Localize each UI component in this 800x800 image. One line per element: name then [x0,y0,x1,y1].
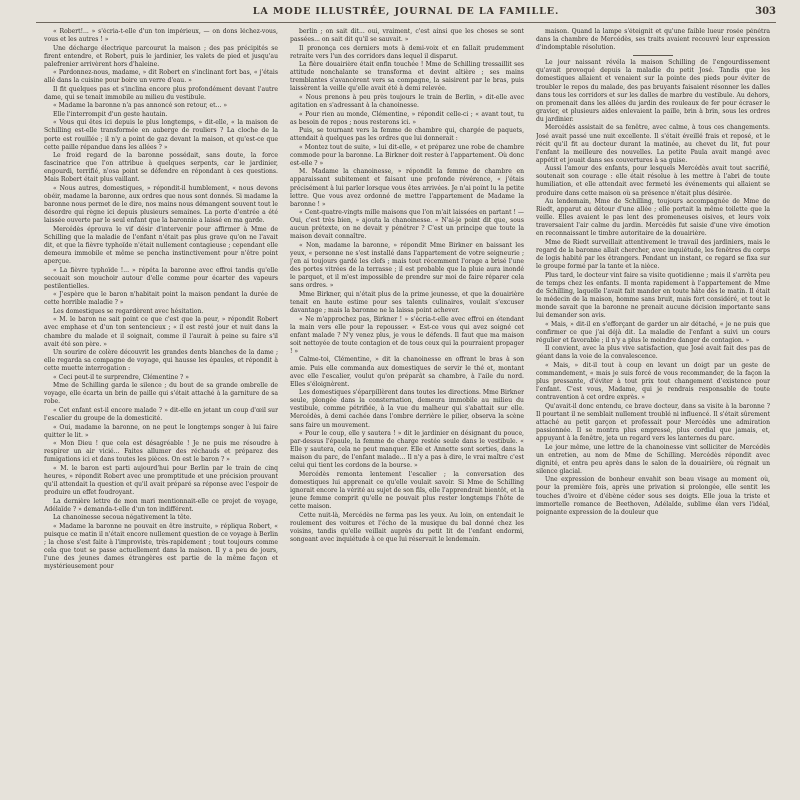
column-2 [290,28,524,790]
paragraph: Cette nuit-là, Mercédès ne ferma pas les yeux. Au loin, on entendait le roulement des voitures et l'écho de la musique du bal donné chez les voisins, tandis qu'elle veillait auprès du petit lit de l'enfant endormi, songeant avec inquiétude à ce que lui réservait le lendemain. [290,511,524,544]
paragraph: Mme de Schilling garda le silence ; du bout de sa grande ombrelle de voyage, elle écarta un brin de paille qui s'était attaché à la garniture de sa robe. [44,382,278,406]
paragraph: « Ceci peut-il te surprendre, Clémentine ? » [53,373,189,381]
paragraph: « Pour le coup, elle y sautera ! » dit le jardinier en désignant du pouce, par-dessus l'épaule, la femme de charge restée seule dans le vestibule. « Elle y sautera, cela ne peut manquer. Elle et Annette sont sorties, dans la maison du parc, de l'enfant malade... Il n'y a pas à dire, le vrai maître c'est celui qui tient les cordons de la bourse. » [290,430,524,470]
paragraph: Il convient, avec la plus vive satisfaction, que José avait fait des pas de géant dans la voie de la convalescence. [536,345,770,361]
paragraph: « Robert!... » s'écria-t-elle d'un ton impérieux, — on dons léchez-vous, vous et les autres ! » [44,28,278,44]
paragraph: « Nous autres, domestiques, » répondit-il humblement, « nous devons obéir, madame la baronne, aux ordres que nous sont donnés. Si madame la baronne nous permet de le dire, nos mains nous démangent souvent tout le désordre qui règne ici depuis plusieurs semaines. La porte d'entrée a été laissée ouverte par le seul enfant que la baronnie a laissé en ma garde. [44,184,278,225]
paragraph: « Cent-quatre-vingts mille maisons que l'on m'ait laissées en partant ! — Oui, c'est très bien, » ajouta la chanoinesse. « N'ai-je point dit que, sous aucun prétexte, on ne devait y pénétrer ? C'est un principe que toute la maison devait connaître. [290,209,524,241]
paragraph: « Ne m'approchez pas, Birkner ! » s'écria-t-elle avec effroi en étendant la main vers elle pour la repousser. « Est-ce vous qui avez soigné cet enfant malade ? N'y venez plus, je vous le défends. Il faut que ma maison soit nettoyée de toute contagion et de tous ceux qui la pourraient propager ! » [290,315,524,355]
paragraph: « Madame la baronne ne pouvait en être instruite, » répliqua Robert, « puisque ce matin il n'était encore nullement question de ce voyage à Berlin ; la chose s'est faite à l'improviste, très-rapidement ; tout toujours comme cela que tout se passe actuellement dans la maison. Il y a peu de jours, l'une des jeunes dames étrangères est partie de la même façon et mystérieusement pour [44,522,278,571]
paragraph: M. Madame la chanoinesse, » répondit la femme de chambre en apparaissant subitement et faisant une profonde révérence, « j'étais précisément à lui parler lorsque vous êtes arrivées. Je n'ai point lu la petite lettre. Que vous avez ordonné de mettre l'appartement de Madame la baronne ! » [290,168,524,208]
paragraph: Les domestiques s'éparpillèrent dans toutes les directions. Mme Birkner seule, plongée dans la consternation, demeura immobile au milieu du vestibule, comme pétrifiée, à la vue du malheur qui s'abattait sur elle. Mercédès, à demi cachée dans l'ombre derrière le pilier, observa la scène sans faire un mouvement. [290,389,524,429]
paragraph: Mercédès assistait de sa fenêtre, avec calme, à tous ces changements. José avait passé une nuit excellente. Il s'était éveillé frais et reposé, et le récit qu'il fit au docteur durant la matinée, au chevet du lit, fut pour l'enfant la meilleure des nouvelles. La petite Paula avait mangé avec appétit et jouait dans ses couvertures à sa guise. [536,124,770,164]
paragraph: Calme-toi, Clémentine, » dit la chanoinesse en offrant le bras à son amie. Puis elle commanda aux domestiques de servir le thé et, montant avec elle l'escalier, voulut qu'on préparât sa chambre, à l'aile du nord. Elles s'éloignèrent. [290,356,524,388]
paragraph: « Cet enfant est-il encore malade ? » dit-elle en jetant un coup d'œil sur l'escalier du groupe de la domesticité. [44,406,278,423]
section-divider [633,55,673,56]
paragraph: Une décharge électrique parcourut la maison ; des pas précipités se firent entendre, et Robert, puis le jardinier, les valets de pied et jusqu'au palefrenier arrivèrent hors d'haleine. [44,44,278,68]
paragraph: « Montez tout de suite, » lui dit-elle, « et préparez une robe de chambre commode pour la baronne. La Birkner doit rester à l'appartement. Où donc est-elle ? » [290,143,524,167]
journal-title: LA MODE ILLUSTRÉE, JOURNAL DE LA FAMILLE. [252,6,560,17]
column-1 [44,28,278,790]
paragraph: La dernière lettre de mon mari mentionnait-elle ce projet de voyage, Adélaïde ? » demanda-t-elle d'un ton indifférent. [44,497,278,513]
paragraph: « Madame la baronne n'a pas annoncé son retour, et... » [53,102,228,110]
paragraph: Une expression de bonheur envahit son beau visage au moment où, pour la première fois, après une privation si prolongée, elle sentit les touches d'ivoire et d'ébène céder sous ses doigts. Elle joua la triste et immortelle romance de Beethoven, Adélaïde, sublime élan vers l'idéal, poignante expression de la douleur que [536,476,770,516]
paragraph: Il fit quelques pas et s'inclina encore plus profondément devant l'autre dame, qui se tenait immobile au milieu du vestibule. [44,85,278,101]
page-header [36,6,776,23]
paragraph: « J'espère que le baron n'habitait point la maison pendant la durée de cette horrible maladie ? » [44,291,278,307]
paragraph: Le froid regard de la baronne possédait, sans doute, la force fascinatrice que l'on attribue à quelques serpents, car le jardinier, engourdi, terrifié, n'osa point se défendre en répondant à ces questions. Mais Robert était plus vaillant. [44,152,278,184]
paragraph: « M. le baron ne sait point ce que c'est que la peur, » répondit Robert avec emphase et d'un ton sentencieux ; « il est resté jour et nuit dans la chambre du malade et il soignait, comme il l'aurait à peine su faire s'il avait été son père. » [44,316,278,348]
paragraph: Aussi l'amour des enfants, pour lesquels Mercédès avait tout sacrifié, soutenait son courage : elle était résolue à les mettre à l'abri de toute humiliation, et elle attendait avec fermeté les événements qui allaient se produire dans cette maison où sa présence n'était plus désirée. [536,165,770,197]
paragraph: Qu'avait-il donc entendu, ce brave docteur, dans sa visite à la baronne ? Il pourtant il ne semblait nullement troublé ni influencé. Il s'était sûrement attaché au petit garçon et professait pour Mercédès une admiration passionnée. Il se montra plus empressé, plus cordial que jamais, et, appuyant à la fenêtre, jeta un regard vers les lanternes du parc. [536,402,770,443]
paragraph: « Pardonnez-nous, madame, » dit Robert en s'inclinant fort bas, « j'étais allé dans la cuisine pour boire un verre d'eau. » [44,69,278,85]
paragraph: Les domestiques se regardèrent avec hésitation. [53,307,204,315]
paragraph: « Oui, madame la baronne, on ne peut le longtemps songer à lui faire quitter le lit. » [44,423,278,439]
paragraph: berlin ; on sait dit... oui, vraiment, c'est ainsi que les choses se sont passées... on sait dit qu'il se sauvait. » [290,28,524,44]
paragraph: « Mon Dieu ! que cela est désagréable ! Je ne puis me résoudre à respirer un air vicié... Faites allumer des réchauds et préparez des fumigations ici et dans toutes les pièces. On est le baron ? » [44,440,278,464]
paragraph: Plus tard, le docteur vint faire sa visite quotidienne ; mais il s'arrêta peu de temps chez les enfants. Il monta rapidement à l'appartement de Mme de Schilling, laquelle l'avait fait mander en toute hâte dès le matin. Il était le médecin de la maison, homme sans bruit, mais fort considéré, et tout le monde savait que la baronne ne prenait aucune décision importante sans lui demander son avis. [536,271,770,320]
paragraph: « Vous qui êtes ici depuis le plus longtemps, » dit-elle, « la maison de Schilling est-elle transformée en auberge de rouliers ? La cloche de la porte est rouillée ; il n'y a point de gaz devant la maison, et qu'est-ce que cette paille répandue dans les allées ? » [44,119,278,151]
paragraph: « Mais, » dit-il en s'efforçant de garder un air détaché, « je ne puis que confirmer ce que j'ai déjà dit. La maladie de l'enfant a suivi un cours régulier et favorable ; il n'y a plus le moindre danger de contagion. » [536,320,770,344]
paragraph: « Non, madame la baronne, » répondit Mme Birkner en baissant les yeux, « personne ne s'est installé dans l'appartement de votre seigneurie ; j'en ai toujours gardé les clefs ; mais tout récemment l'orage a brisé l'une des portes vitrées de la terrasse ; il est probable que la pluie aura inondé le parquet, et il m'est impossible de prendre sur moi de faire réparer cela sans ordres. » [290,241,524,290]
paragraph: Elle l'interrompit d'un geste hautain. [53,110,168,118]
paragraph: Au lendemain, Mme de Schilling, toujours accompagnée de Mme de Riedt, apparut au détour d'une allée ; elle portait la même toilette que la veille. Elles avaient le pas lent des promeneuses oisives, et leurs voix traversaient l'air calme du jardin. Mercédès fut saisie d'une vive émotion en reconnaissant le timbre autoritaire de la douairière. [536,198,770,238]
paragraph: « La fièvre typhoïde !... » répéta la baronne avec effroi tandis qu'elle secouait son mouchoir autour d'elle comme pour écarter des vapeurs pestilentielles. [44,266,278,290]
text-columns [44,28,770,790]
paragraph: « Pour rien au monde, Clémentine, » répondit celle-ci ; « avant tout, tu as besoin de repos ; nous resterons ici. » [290,110,524,126]
paragraph: Mme de Riedt surveillait attentivement le travail des jardiniers, mais le regard de la baronne allait chercher, avec inquiétude, les fenêtres du corps de logis habité par les étrangers. Pendant un instant, ce regard se fixa sur le groupe formé par la tante et la nièce. [536,238,770,271]
paragraph: « Mais, » dit-il tout à coup en levant un doigt par un geste de commandement, « mais je suis forcé de vous recommander, de la façon la plus pressante, d'éviter à tout prix tout changement d'existence pour l'enfant. C'est vous, Madame, qui je rendrais responsable de toute contravention à cet ordre exprès. » [536,361,770,402]
paragraph: Le jour naissant révéla la maison Schilling de l'engourdissement qu'avait provoqué depuis la maladie du petit José. Tandis que les domestiques allaient et venaient sur la pointe des pieds pour éviter de troubler le repos du malade, des pas bruyants faisaient résonner les dalles dans tous les corridors et sur les dalles de marbre du vestibule. Au dehors, on promenait dans les allées du jardin des rouleaux de fer pour écraser le gravier, et plusieurs aides enlevaient la paille, brin à brin, sous les ordres du jardinier. [536,59,770,123]
paragraph: Mercédès éprouva le vif désir d'intervenir pour affirmer à Mme de Schilling que la maladie de l'enfant n'était pas plus grave qu'on ne l'avait dit, et que la fièvre typhoïde n'était nullement contagieuse ; cependant elle demeura immobile et même se pencha instinctivement pour n'être point aperçue. [44,225,278,266]
paragraph: La chanoinesse secoua négativement la tête. [53,514,192,522]
paragraph: Un sourire de colère découvrit les grandes dents blanches de la dame ; elle regarda sa compagne de voyage, qui hausse les épaules, et répondit à cette muette interrogation : [44,349,278,373]
paragraph: Le jour même, une lettre de la chanoinesse vint solliciter de Mercédès un entretien, au nom de Mme de Schilling. Mercédès répondit avec dignité, et entra peu après dans le salon de la douairière, où régnait un silence glacial. [536,443,770,475]
column-3 [536,28,770,790]
paragraph: Il prononça ces derniers mots à demi-voix et en fallait prudemment retraite vers l'un des corridors dans lequel il disparut. [290,44,524,60]
paragraph: maison. Quand la lampe s'éteignit et qu'une faible lueur rosée pénétra dans la chambre de Mercédès, ses traits avaient recouvré leur expression d'indomptable résolution. [536,28,770,52]
paragraph: « Nous prenons à peu près toujours le train de Berlin, » dit-elle avec agitation en s'adressant à la chanoinesse. [290,93,524,110]
paragraph: Mme Birkner, qui n'était plus de la prime jeunesse, et que la douairière tenait en haute estime pour ses talents culinaires, voulait s'excuser davantage ; mais la baronne ne la laissa point achever. [290,290,524,315]
paragraph: La fière douairière était enfin touchée ! Mme de Schilling tressaillit ses attitude nonchalante se transforma et devint altière ; ses mains tremblantes s'avancèrent vers sa compagne, la saisirent par le bras, puis laissèrent la veille qu'elle avait été à demi relevée. [290,61,524,93]
paragraph: « M. le baron est parti aujourd'hui pour Berlin par le train de cinq heures, » répondit Robert avec une promptitude et une précision prouvant qu'il attendait la question et qu'il avait préparé sa réponse avec l'espoir de produire un effet foudroyant. [44,464,278,497]
paragraph: Puis, se tournant vers la femme de chambre qui, chargée de paquets, attendait à quelques pas les ordres que lui donnerait : [290,127,524,143]
paragraph: Mercédès remonta lentement l'escalier ; la conversation des domestiques lui apprenait ce qu'elle voulait savoir. Si Mme de Schilling ignorait encore la vérité au sujet de son fils, elle l'apprendrait bientôt, et la jeune femme comprit qu'elle ne pouvait plus rester longtemps l'hôte de cette maison. [290,470,524,511]
page-number: 303 [755,6,776,17]
